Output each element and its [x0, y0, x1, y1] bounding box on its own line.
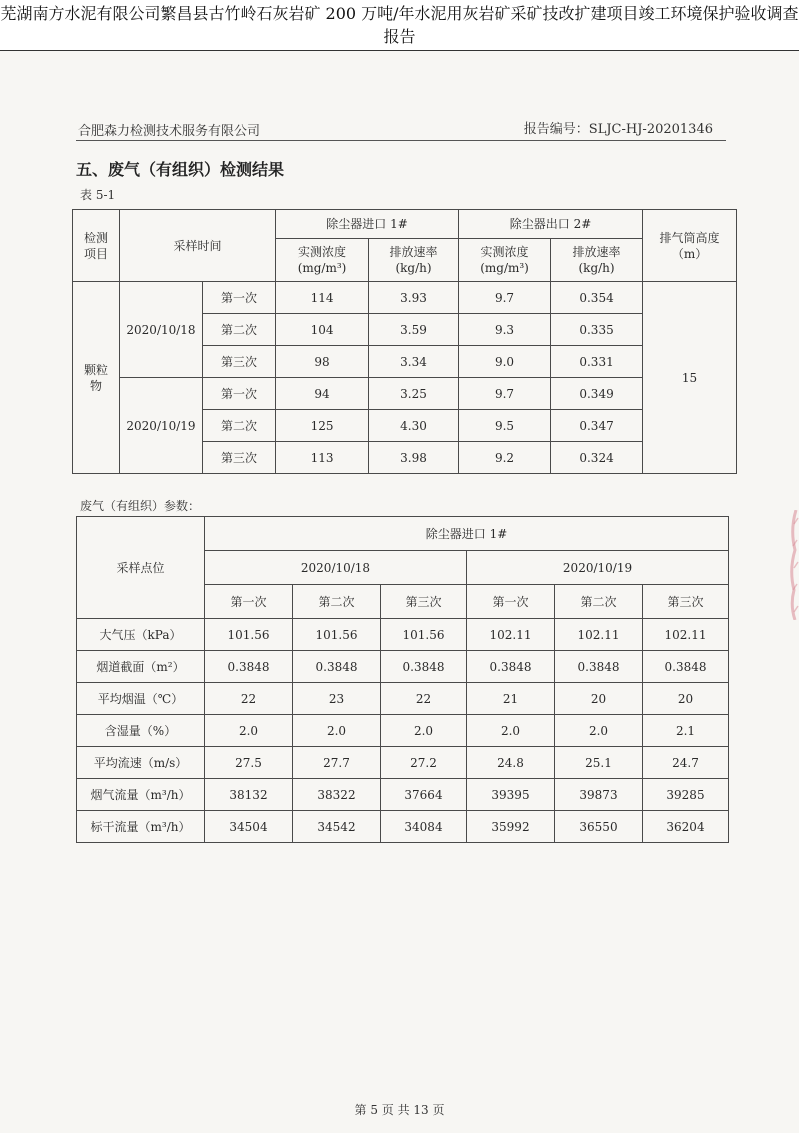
exhaust-parameters-table — [76, 516, 729, 843]
time-cell: 第三次 — [203, 346, 276, 378]
param-value: 27.2 — [381, 747, 467, 779]
param-value: 2.0 — [205, 715, 293, 747]
outlet-concentration-cell: 9.2 — [459, 442, 551, 474]
param-value: 34084 — [381, 811, 467, 843]
param-value: 38322 — [293, 779, 381, 811]
pollutant-cell: 颗粒物 — [73, 282, 120, 474]
param-value: 0.3848 — [205, 651, 293, 683]
param-value: 25.1 — [555, 747, 643, 779]
param-value: 39395 — [467, 779, 555, 811]
header-outlet: 除尘器出口 2# — [459, 210, 643, 239]
param-value: 102.11 — [467, 619, 555, 651]
param-value: 2.1 — [643, 715, 729, 747]
page-footer: 第 5 页 共 13 页 — [354, 1103, 445, 1117]
inlet-rate-cell: 3.93 — [369, 282, 459, 314]
date-cell: 2020/10/19 — [120, 378, 203, 474]
param-value: 36550 — [555, 811, 643, 843]
inlet-rate-cell: 3.25 — [369, 378, 459, 410]
inlet-rate-cell: 3.34 — [369, 346, 459, 378]
header-inlet-rate — [369, 239, 459, 282]
param-value: 2.0 — [555, 715, 643, 747]
outlet-concentration-cell: 9.5 — [459, 410, 551, 442]
header-time: 第三次 — [381, 585, 467, 619]
param-value: 36204 — [643, 811, 729, 843]
table-row — [77, 779, 729, 811]
table-row — [77, 683, 729, 715]
concentration-unit: (mg/m³) — [480, 261, 529, 275]
header-time: 第一次 — [467, 585, 555, 619]
param-value: 21 — [467, 683, 555, 715]
header-inlet: 除尘器进口 1# — [205, 517, 729, 551]
param-label: 标干流量（m³/h） — [77, 811, 205, 843]
inlet-concentration-cell: 114 — [276, 282, 369, 314]
outlet-rate-cell: 0.347 — [551, 410, 643, 442]
rate-unit: (kg/h) — [578, 261, 615, 275]
param-value: 34504 — [205, 811, 293, 843]
param-label: 大气压（kPa） — [77, 619, 205, 651]
header-inlet-concentration — [276, 239, 369, 282]
table-row — [73, 282, 737, 314]
param-value: 0.3848 — [467, 651, 555, 683]
param-value: 35992 — [467, 811, 555, 843]
param-value: 101.56 — [293, 619, 381, 651]
table-row — [77, 747, 729, 779]
param-value: 101.56 — [205, 619, 293, 651]
emission-results-table — [72, 209, 737, 474]
concentration-unit: (mg/m³) — [297, 261, 347, 275]
rate-label: 排放速率 — [389, 245, 438, 259]
table-row — [77, 651, 729, 683]
param-value: 24.8 — [467, 747, 555, 779]
seal-stamp-edge — [786, 510, 799, 620]
inlet-rate-cell: 3.98 — [369, 442, 459, 474]
param-value: 101.56 — [381, 619, 467, 651]
param-value: 27.7 — [293, 747, 381, 779]
rate-unit: (kg/h) — [395, 261, 432, 275]
param-label: 烟道截面（m²） — [77, 651, 205, 683]
param-value: 2.0 — [381, 715, 467, 747]
param-value: 0.3848 — [555, 651, 643, 683]
param-value: 39285 — [643, 779, 729, 811]
concentration-label: 实测浓度 — [298, 245, 347, 259]
param-value: 27.5 — [205, 747, 293, 779]
header-time: 第二次 — [293, 585, 381, 619]
header-outlet-rate — [551, 239, 643, 282]
param-label: 平均烟温（℃） — [77, 683, 205, 715]
header-sampling-point: 采样点位 — [77, 517, 205, 619]
param-value: 0.3848 — [293, 651, 381, 683]
header-time: 第二次 — [555, 585, 643, 619]
inlet-concentration-cell: 94 — [276, 378, 369, 410]
outlet-concentration-cell: 9.7 — [459, 282, 551, 314]
report-number: 报告编号：SLJC-HJ-20201346 — [523, 122, 713, 137]
param-value: 102.11 — [643, 619, 729, 651]
concentration-label: 实测浓度 — [480, 245, 529, 259]
params-caption: 废气（有组织）参数： — [80, 499, 201, 513]
param-label: 平均流速（m/s） — [77, 747, 205, 779]
param-value: 20 — [643, 683, 729, 715]
table-row — [77, 619, 729, 651]
param-label: 含湿量（%） — [77, 715, 205, 747]
company-name: 合肥森力检测技术服务有限公司 — [78, 124, 261, 139]
param-label: 烟气流量（m³/h） — [77, 779, 205, 811]
rate-label: 排放速率 — [572, 245, 621, 259]
param-value: 23 — [293, 683, 381, 715]
inlet-concentration-cell: 98 — [276, 346, 369, 378]
outlet-concentration-cell: 9.0 — [459, 346, 551, 378]
param-value: 2.0 — [293, 715, 381, 747]
header-divider — [76, 140, 726, 141]
param-value: 20 — [555, 683, 643, 715]
time-cell: 第三次 — [203, 442, 276, 474]
time-cell: 第二次 — [203, 410, 276, 442]
header-date: 2020/10/19 — [467, 551, 729, 585]
header-time: 第三次 — [643, 585, 729, 619]
table-row — [77, 811, 729, 843]
stack-height-cell: 15 — [643, 282, 737, 474]
param-value: 38132 — [205, 779, 293, 811]
header-time: 第一次 — [205, 585, 293, 619]
outlet-concentration-cell: 9.7 — [459, 378, 551, 410]
inlet-concentration-cell: 113 — [276, 442, 369, 474]
param-value: 37664 — [381, 779, 467, 811]
time-cell: 第二次 — [203, 314, 276, 346]
date-cell: 2020/10/18 — [120, 282, 203, 378]
inlet-concentration-cell: 125 — [276, 410, 369, 442]
time-cell: 第一次 — [203, 378, 276, 410]
outlet-rate-cell: 0.335 — [551, 314, 643, 346]
outlet-rate-cell: 0.354 — [551, 282, 643, 314]
header-item: 检测项目 — [73, 210, 120, 282]
time-cell: 第一次 — [203, 282, 276, 314]
param-value: 0.3848 — [643, 651, 729, 683]
outlet-rate-cell: 0.349 — [551, 378, 643, 410]
param-value: 24.7 — [643, 747, 729, 779]
table-row — [77, 715, 729, 747]
header-stack-height: 排气筒高度（m） — [643, 210, 737, 282]
header-inlet: 除尘器进口 1# — [276, 210, 459, 239]
header-date: 2020/10/18 — [205, 551, 467, 585]
outlet-rate-cell: 0.331 — [551, 346, 643, 378]
inlet-concentration-cell: 104 — [276, 314, 369, 346]
document-title: 芜湖南方水泥有限公司繁昌县古竹岭石灰岩矿 200 万吨/年水泥用灰岩矿采矿技改扩建项目竣工环境保护验收调查报告 — [0, 4, 799, 46]
param-value: 102.11 — [555, 619, 643, 651]
param-value: 22 — [381, 683, 467, 715]
inlet-rate-cell: 4.30 — [369, 410, 459, 442]
param-value: 39873 — [555, 779, 643, 811]
outlet-rate-cell: 0.324 — [551, 442, 643, 474]
table-row — [73, 378, 737, 410]
param-value: 34542 — [293, 811, 381, 843]
param-value: 2.0 — [467, 715, 555, 747]
param-value: 0.3848 — [381, 651, 467, 683]
param-value: 22 — [205, 683, 293, 715]
header-sampling-time: 采样时间 — [120, 210, 276, 282]
section-heading: 五、废气（有组织）检测结果 — [76, 160, 285, 179]
outlet-concentration-cell: 9.3 — [459, 314, 551, 346]
table-caption: 表 5-1 — [80, 188, 116, 202]
inlet-rate-cell: 3.59 — [369, 314, 459, 346]
header-outlet-concentration — [459, 239, 551, 282]
